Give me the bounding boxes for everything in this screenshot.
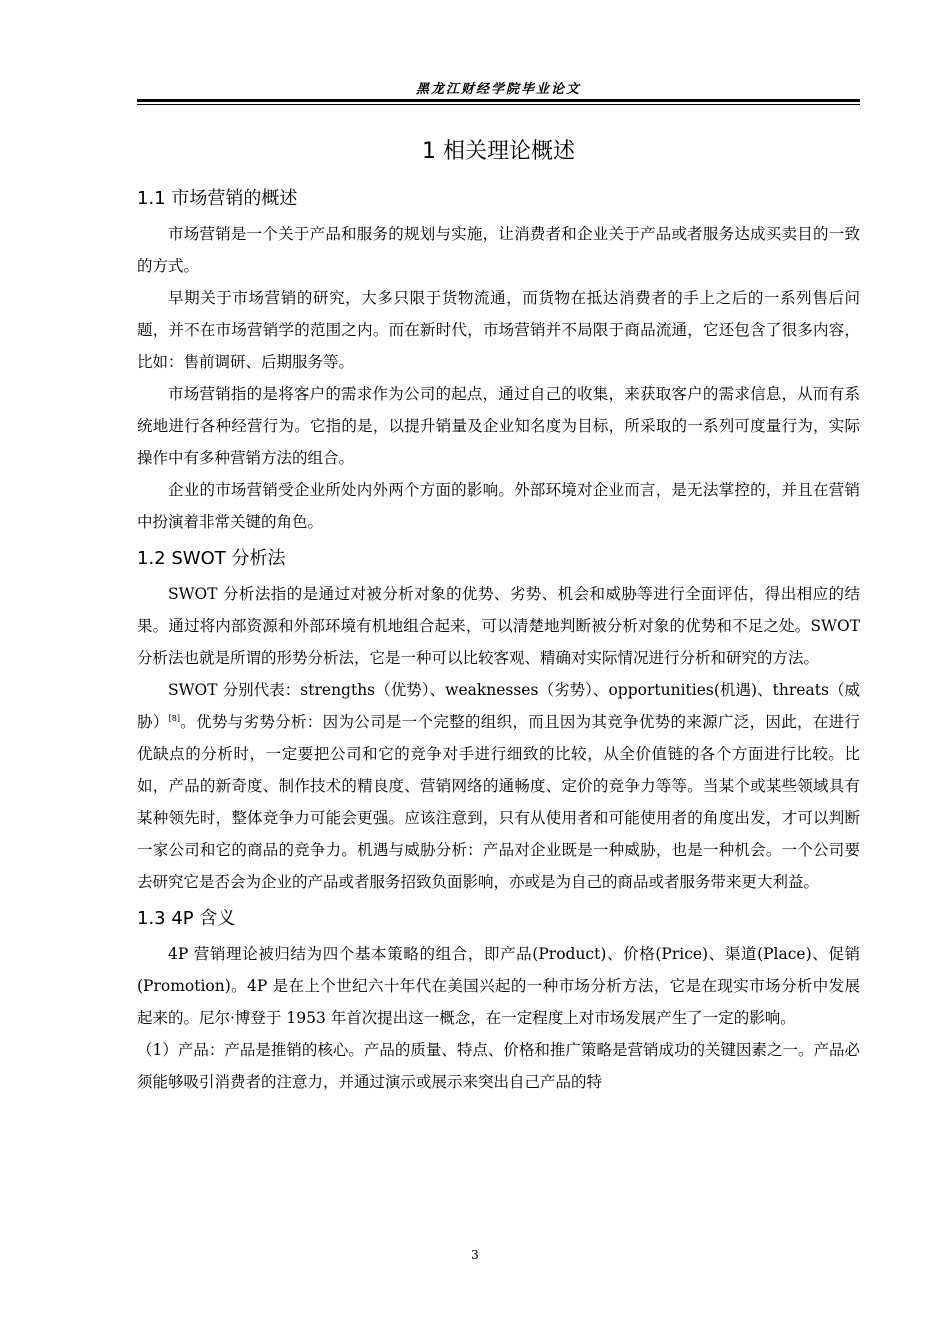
- swot-text-after: 。优势与劣势分析：因为公司是一个完整的组织，而且因为其竞争优势的来源广泛，因此，在进行优缺点的分析时，一定要把公司和它的竞争对手进行细致的比较，从全价值链的各个方面进行比较。比如，产品的新奇度、制作技术的精良度、营销网络的通畅度、定价的竞争力等等。当某个或某些领域具有某种领先时，整体竞争力可能会更强。应该注意到，只有从使用者和可能使用者的角度出发，才可以判断一家公司和它的商品的竞争力。机遇与威胁分析：产品对企业既是一种威胁，也是一种机会。一个公司要去研究它是否会为企业的产品或者服务招致负面影响，亦或是为自己的商品或者服务带来更大利益。: [137, 713, 860, 891]
- citation-reference[interactable]: [8]: [168, 713, 180, 723]
- paragraph: 市场营销指的是将客户的需求作为公司的起点，通过自己的收集，来获取客户的需求信息，从而有系统地进行各种经营行为。它指的是，以提升销量及企业知名度为目标，所采取的一系列可度量行为，实际操作中有多种营销方法的组合。: [137, 385, 860, 467]
- body-content: [137, 132, 860, 1098]
- paragraph: 企业的市场营销受企业所处内外两个方面的影响。外部环境对企业而言，是无法掌控的，并且在营销中扮演着非常关键的角色。: [137, 481, 860, 531]
- list-item-paragraph: （1）产品：产品是推销的核心。产品的质量、特点、价格和推广策略是营销成功的关键因素之一。产品必须能够吸引消费者的注意力，并通过演示或展示来突出自己产品的特: [137, 1041, 860, 1091]
- paragraph: 4P 营销理论被归结为四个基本策略的组合，即产品(Product)、价格(Price)、渠道(Place)、促销(Promotion)。4P 是在上个世纪六十年代在美国兴起的一种市场分析方法，它是在现实市场分析中发展起来的。尼尔·博登于 1953 年首次提出这一概念，在一定程度上对市场发展产生了一定的影响。: [137, 945, 860, 1027]
- page-number: 3: [471, 1248, 479, 1262]
- header-rule-thin: [137, 104, 860, 105]
- swot-paragraph: [137, 674, 860, 898]
- swot-text-before: SWOT 分别代表：strengths（优势）、weaknesses（劣势）、opportunities(机遇)、threats（威胁）: [137, 681, 860, 731]
- section-title-1-3: 1.3 4P 含义: [137, 908, 236, 929]
- paragraph: SWOT 分析法指的是通过对被分析对象的优势、劣势、机会和威胁等进行全面评估，得出相应的结果。通过将内部资源和外部环境有机地组合起来，可以清楚地判断被分析对象的优势和不足之处。SWOT 分析法也就是所谓的形势分析法，它是一种可以比较客观、精确对实际情况进行分析和研究的方法。: [137, 585, 860, 667]
- paragraph: 市场营销是一个关于产品和服务的规划与实施，让消费者和企业关于产品或者服务达成买卖目的一致的方式。: [137, 225, 860, 275]
- chapter-title: 1 相关理论概述: [422, 139, 575, 164]
- section-title-1-2: 1.2 SWOT 分析法: [137, 548, 286, 569]
- section-title-1-1: 1.1 市场营销的概述: [137, 188, 298, 209]
- header-rule-thick: [137, 99, 860, 102]
- running-header: 黑龙江财经学院毕业论文: [415, 82, 581, 97]
- paragraph: 早期关于市场营销的研究，大多只限于货物流通，而货物在抵达消费者的手上之后的一系列售后问题，并不在市场营销学的范围之内。而在新时代，市场营销并不局限于商品流通，它还包含了很多内容，比如：售前调研、后期服务等。: [137, 289, 860, 371]
